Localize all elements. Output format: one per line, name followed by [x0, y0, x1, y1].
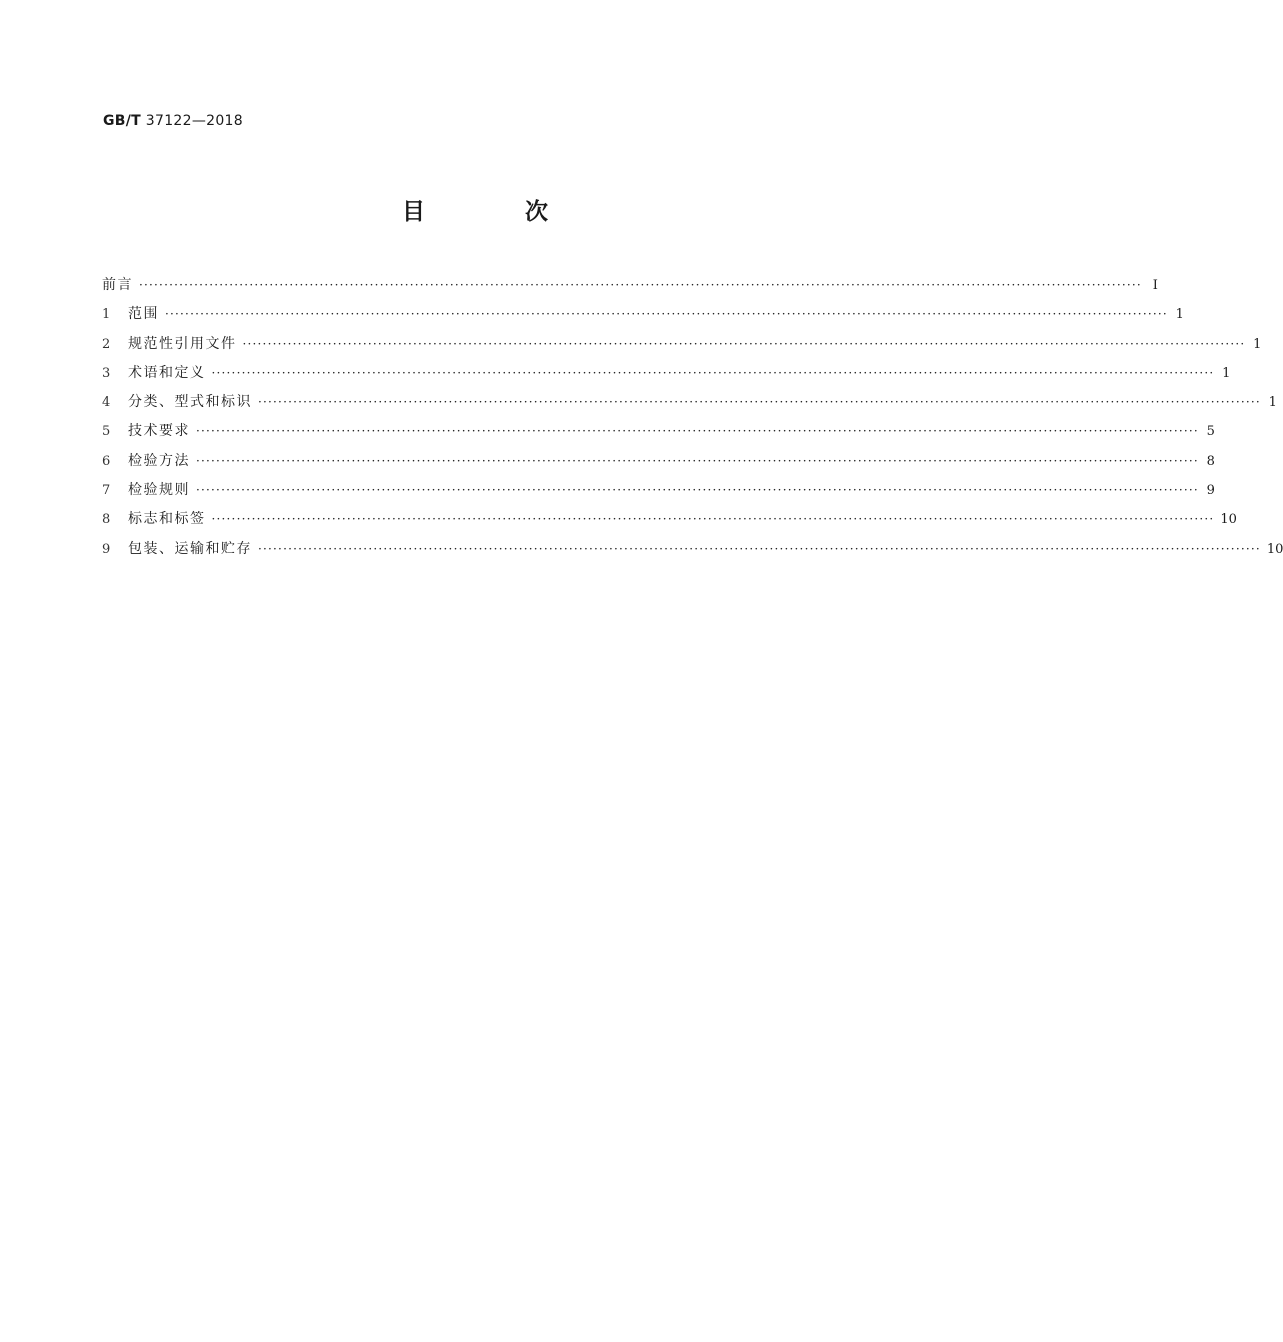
- toc-entry-label: 范围: [128, 306, 159, 323]
- toc-entry-label: 检验方法: [128, 452, 190, 469]
- toc-entry-label: 标志和标签: [128, 511, 206, 528]
- toc-entry-7[interactable]: [102, 479, 1215, 508]
- toc-entry-9[interactable]: [102, 538, 1283, 567]
- toc-entry-number: 1: [102, 307, 111, 323]
- toc-entry-page: 1: [1175, 307, 1184, 323]
- dot-leader: ········································································································································································································: [196, 453, 1199, 468]
- dot-leader: ········································································································································································································: [211, 512, 1215, 527]
- toc-entry-number: 4: [102, 395, 111, 411]
- toc-entry-number: 7: [102, 483, 111, 499]
- toc-entry-page: 1: [1268, 395, 1277, 411]
- toc-entry-label: 技术要求: [128, 423, 190, 440]
- toc-entry-5[interactable]: [102, 420, 1215, 449]
- toc-entry-page: Ⅰ: [1152, 278, 1158, 293]
- standard-number: 37122—2018: [145, 113, 243, 129]
- toc-entry-label: 术语和定义: [128, 364, 206, 381]
- toc-entry-label: 检验规则: [128, 482, 190, 499]
- toc-entry-8[interactable]: [102, 508, 1237, 537]
- dot-leader: ········································································································································································································: [211, 365, 1215, 380]
- toc-entry-page: 8: [1206, 453, 1215, 469]
- toc-entry-number: 3: [102, 365, 111, 381]
- table-of-contents: [102, 274, 1283, 567]
- toc-entry-page: 5: [1206, 424, 1215, 440]
- toc-entry-number: 5: [102, 424, 111, 440]
- toc-entry-page: 10: [1266, 541, 1283, 557]
- standard-prefix: GB/T: [103, 113, 142, 129]
- toc-entry-page: 10: [1220, 512, 1237, 528]
- toc-entry-label: 前言: [102, 277, 133, 293]
- toc-entry-number: 6: [102, 453, 111, 469]
- dot-leader: ········································································································································································································: [196, 424, 1199, 439]
- toc-entry-label: 包装、运输和贮存: [128, 540, 252, 557]
- toc-entry-3[interactable]: [102, 362, 1231, 391]
- toc-entry-label: 分类、型式和标识: [128, 394, 252, 411]
- toc-entry-foreword[interactable]: [102, 274, 1158, 303]
- page-title: 目 次: [401, 199, 594, 225]
- toc-entry-4[interactable]: [102, 391, 1277, 420]
- toc-entry-page: 1: [1222, 365, 1231, 381]
- dot-leader: ········································································································································································································: [165, 307, 1168, 322]
- toc-entry-page: 9: [1206, 483, 1215, 499]
- toc-entry-1[interactable]: [102, 303, 1184, 332]
- toc-entry-label: 规范性引用文件: [128, 335, 237, 352]
- toc-entry-page: 1: [1253, 336, 1262, 352]
- toc-entry-2[interactable]: [102, 333, 1262, 362]
- dot-leader: ········································································································································································································: [258, 395, 1261, 410]
- dot-leader: ········································································································································································································: [258, 541, 1261, 556]
- toc-entry-number: 2: [102, 336, 111, 352]
- dot-leader: ········································································································································································································: [196, 483, 1199, 498]
- dot-leader: ········································································································································································································: [139, 278, 1142, 292]
- standard-code: [103, 113, 243, 129]
- dot-leader: ········································································································································································································: [242, 336, 1246, 351]
- toc-entry-number: 8: [102, 512, 111, 528]
- toc-entry-6[interactable]: [102, 450, 1215, 479]
- toc-entry-number: 9: [102, 541, 111, 557]
